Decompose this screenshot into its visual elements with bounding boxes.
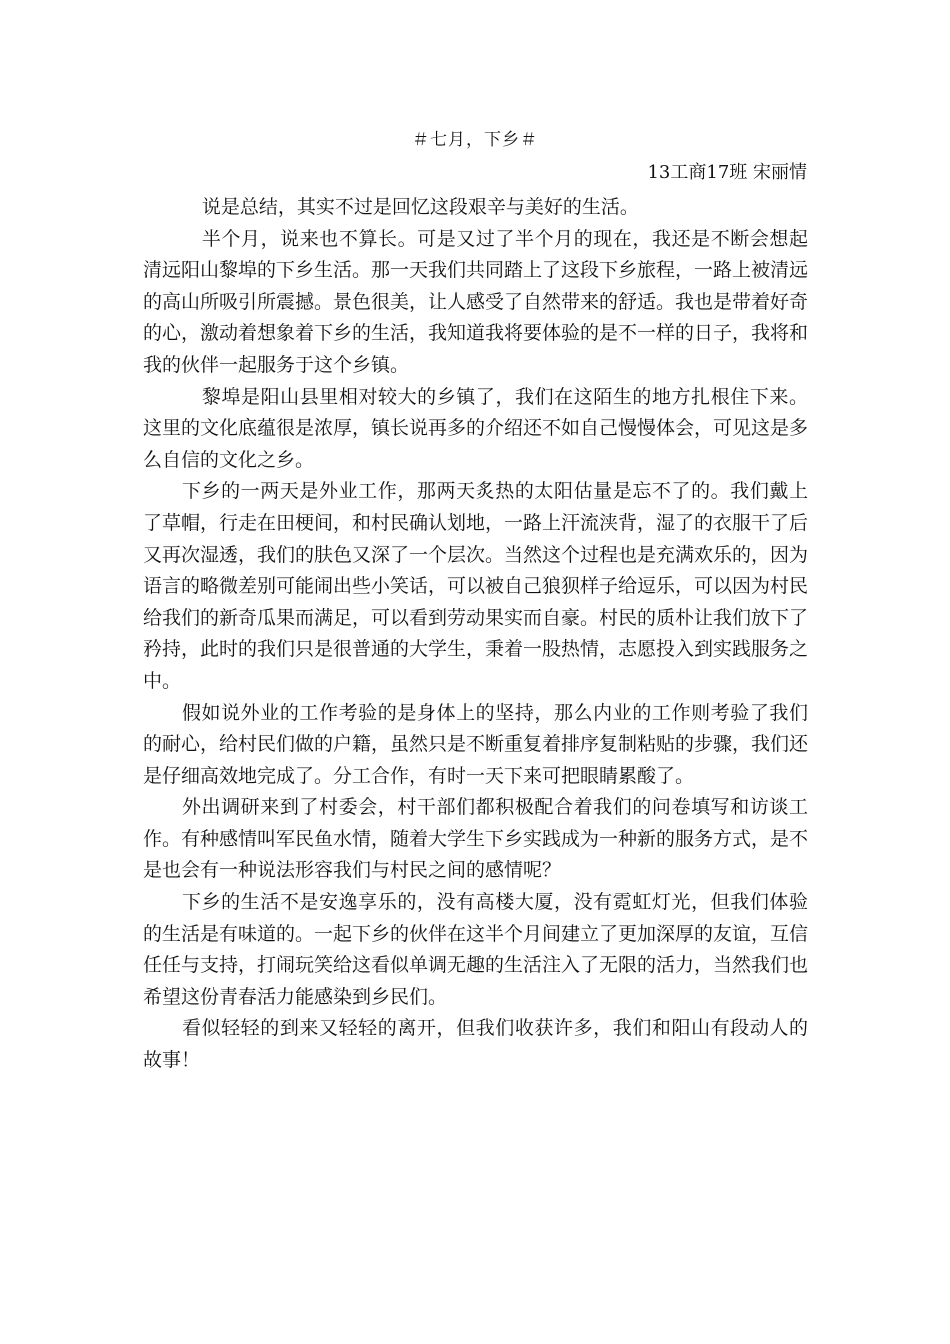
paragraph-life: 下乡的生活不是安逸享乐的，没有高楼大厦，没有霓虹灯光，但我们体验的生活是有味道的。一起下乡的伙伴在这半个月间建立了更加深厚的友谊，互信任任与支持，打闹玩笑给这看似单调无趣的生活注入了无限的活力，当然我们也希望这份青春活力能感染到乡民们。 xyxy=(143,891,809,1008)
paragraph-journey: 半个月，说来也不算长。可是又过了半个月的现在，我还是不断会想起清远阳山黎埠的下乡生活。那一天我们共同踏上了这段下乡旅程，一路上被清远的高山所吸引所震撼。景色很美，让人感受了自然带来的舒适。我也是带着好奇的心，激动着想象着下乡的生活，我知道我将要体验的是不一样的日子，我将和我的伙伴一起服务于这个乡镇。 xyxy=(143,227,809,376)
paragraph-fieldwork: 下乡的一两天是外业工作，那两天炙热的太阳估量是忘不了的。我们戴上了草帽，行走在田梗间，和村民确认划地，一路上汗流浃背，湿了的衣服干了后又再次湿透，我们的肤色又深了一个层次。当然这个过程也是充满欢乐的，因为语言的略微差别可能闹出些小笑话，可以被自己狼狈样子给逗乐，可以因为村民给我们的新奇瓜果而满足，可以看到劳动果实而自豪。村民的质朴让我们放下了矜持，此时的我们只是很普通的大学生，秉着一股热情，志愿投入到实践服务之中。 xyxy=(143,480,809,692)
author-byline: 13工商17班 宋丽情 xyxy=(647,162,807,183)
paragraph-conclusion: 看似轻轻的到来又轻轻的离开，但我们收获许多，我们和阳山有段动人的故事！ xyxy=(143,1017,808,1072)
paragraph-intro: 说是总结，其实不过是回忆这段艰辛与美好的生活。 xyxy=(201,196,639,218)
body-text xyxy=(143,192,808,1077)
page-title: ＃七月，下乡＃ xyxy=(412,130,538,150)
paragraph-survey: 外出调研来到了村委会，村干部们都积极配合着我们的问卷填写和访谈工作。有种感情叫军民鱼水情，随着大学生下乡实践成为一种新的服务方式，是不是也会有一种说法形容我们与村民之间的感情呢？ xyxy=(143,796,809,882)
paragraph-town: 黎埠是阳山县里相对较大的乡镇了，我们在这陌生的地方扎根住下来。这里的文化底蕴很是浓厚，镇长说再多的介绍还不如自己慢慢体会，可见这是多么自信的文化之乡。 xyxy=(143,385,809,471)
paragraph-office-work: 假如说外业的工作考验的是身体上的坚持，那么内业的工作则考验了我们的耐心，给村民们做的户籍，虽然只是不断重复着排序复制粘贴的步骤，我们还是仔细高效地完成了。分工合作，有时一天下来可把眼睛累酸了。 xyxy=(143,701,809,787)
